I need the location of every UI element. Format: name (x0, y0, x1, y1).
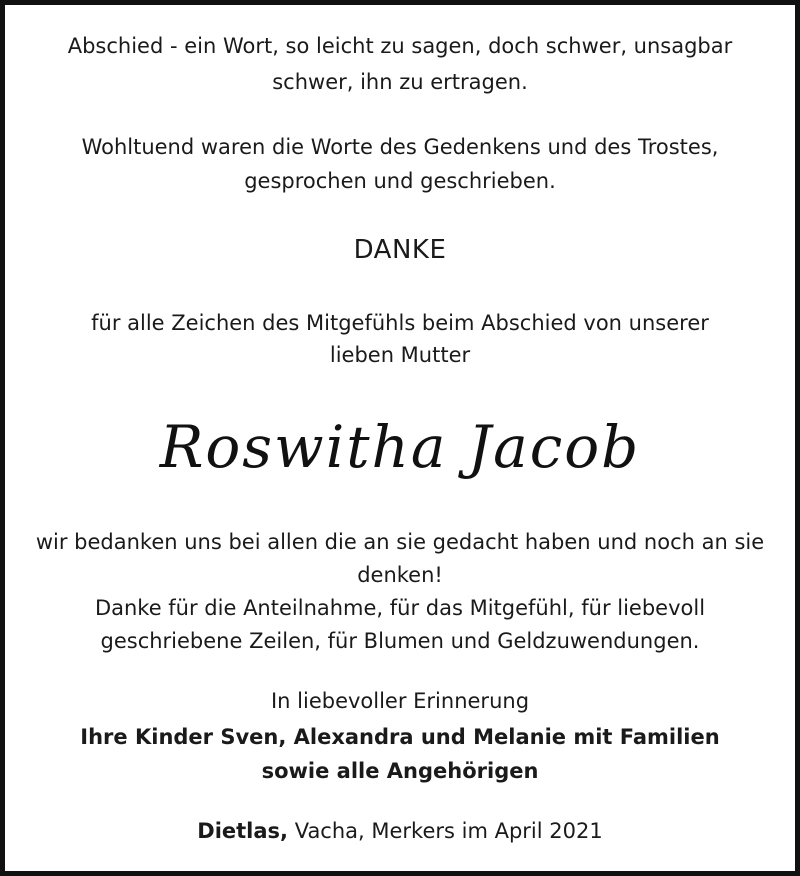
thanks-line-1: für alle Zeichen des Mitgefühls beim Abschied von unserer (91, 311, 709, 335)
family-line-1: Ihre Kinder Sven, Alexandra und Melanie mit Familien (80, 725, 720, 749)
place-date (0, 816, 800, 846)
memory-line: In liebevoller Erinnerung (270, 689, 530, 713)
place-primary: Dietlas, (197, 819, 289, 843)
danke-heading: DANKE (353, 235, 447, 265)
poem-line-1: Abschied - ein Wort, so leicht zu sagen, doch schwer, unsagbar (67, 34, 733, 58)
deceased-name: Roswitha Jacob (159, 413, 641, 481)
gratitude-line-1: wir bedanken uns bei allen die an sie gedacht haben und noch an sie (35, 530, 765, 554)
intro-line-2: gesprochen und geschrieben. (244, 169, 556, 193)
gratitude-line-4: geschriebene Zeilen, für Blumen und Geldzuwendungen. (100, 629, 700, 653)
place-rest: Vacha, Merkers im April 2021 (288, 819, 603, 843)
thanks-line-2: lieben Mutter (329, 343, 471, 367)
intro-line-1: Wohltuend waren die Worte des Gedenkens und des Trostes, (81, 135, 719, 159)
gratitude-line-2: denken! (357, 563, 443, 587)
gratitude-line-3: Danke für die Anteilnahme, für das Mitgefühl, für liebevoll (94, 596, 706, 620)
poem-line-2: schwer, ihn zu ertragen. (272, 70, 528, 94)
family-line-2: sowie alle Angehörigen (261, 759, 539, 783)
